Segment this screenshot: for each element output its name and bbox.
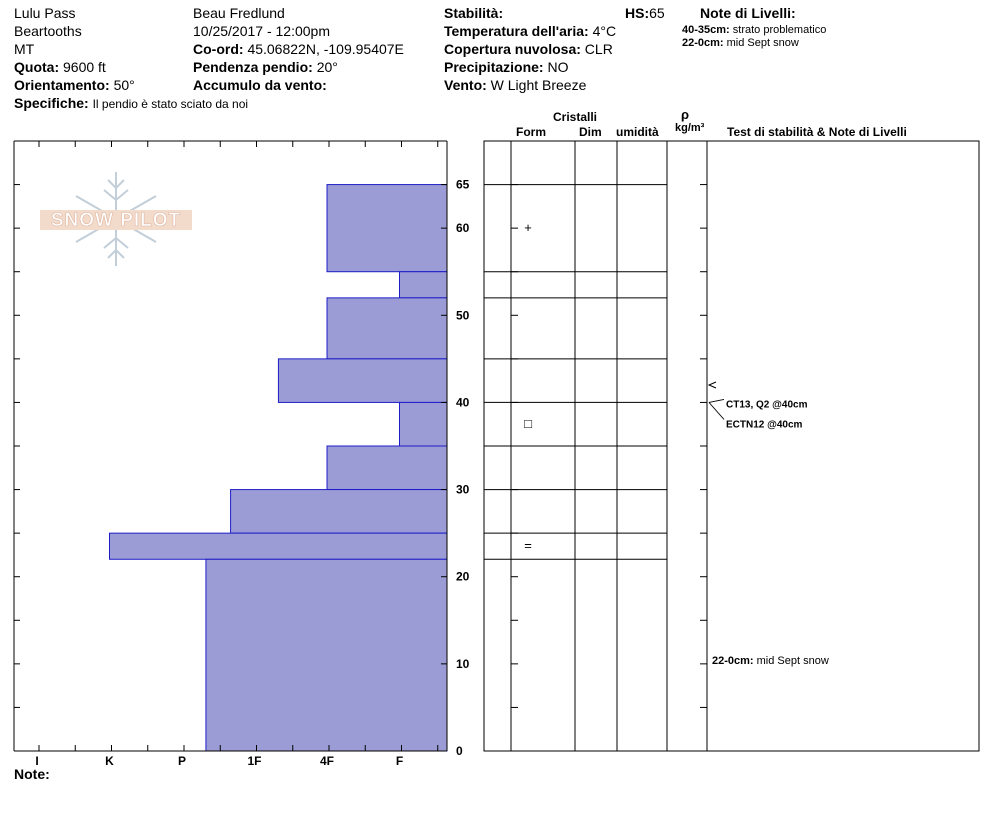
moisture-header: umidità bbox=[616, 125, 659, 139]
elevation-label: Quota: bbox=[14, 59, 60, 75]
cloud-value: CLR bbox=[584, 41, 613, 57]
test-pointer bbox=[709, 399, 724, 402]
wind-value: W Light Breeze bbox=[490, 77, 587, 93]
rho-header: ρ bbox=[681, 107, 690, 122]
depth-label: 60 bbox=[456, 221, 470, 236]
hardness-bar bbox=[231, 490, 447, 534]
depth-label: 65 bbox=[456, 177, 470, 192]
note-label: Note: bbox=[14, 766, 50, 782]
hardness-bar bbox=[400, 272, 448, 298]
layer-note-1-text: strato problematico bbox=[732, 24, 827, 36]
layer-note-label bbox=[712, 655, 829, 667]
specifics-label: Specifiche: bbox=[14, 95, 89, 111]
cloud-label: Copertura nuvolosa: bbox=[444, 41, 581, 57]
slope-label: Pendenza pendio: bbox=[193, 59, 313, 75]
hardness-label: F bbox=[395, 754, 404, 768]
hardness-label: K bbox=[105, 754, 114, 768]
hardness-label: 1F bbox=[247, 754, 262, 768]
depth-label: 30 bbox=[456, 482, 470, 497]
stability-label: Stabilità: bbox=[444, 5, 504, 21]
stability-test-label: ECTN12 @40cm bbox=[726, 419, 803, 431]
dim-header: Dim bbox=[579, 125, 602, 139]
slope-value: 20° bbox=[316, 59, 338, 75]
layer-note-2-text: mid Sept snow bbox=[726, 37, 799, 49]
depth-label: 10 bbox=[456, 656, 470, 671]
stability-test-label: CT13, Q2 @40cm bbox=[726, 399, 808, 411]
density-unit-header: kg/m³ bbox=[675, 122, 705, 134]
hardness-label: I bbox=[35, 754, 39, 768]
grain-form-symbol: □ bbox=[524, 416, 532, 432]
depth-label: 20 bbox=[456, 569, 470, 584]
hs-label: HS: bbox=[625, 5, 650, 21]
air-temp-label: Temperatura dell'aria: bbox=[444, 23, 589, 39]
air-temp-value: 4°C bbox=[592, 23, 617, 39]
hardness-bar bbox=[327, 298, 447, 359]
wind-loading-label: Accumulo da vento: bbox=[193, 77, 327, 93]
depth-label: 0 bbox=[456, 744, 463, 758]
aspect-value: 50° bbox=[113, 77, 135, 93]
datetime: 10/25/2017 - 12:00pm bbox=[193, 23, 330, 39]
observer: Beau Fredlund bbox=[193, 5, 285, 21]
layer-note-range: 22-0cm: bbox=[712, 654, 757, 667]
hardness-profile bbox=[110, 185, 448, 751]
hardness-bar bbox=[110, 533, 448, 559]
depth-label: 40 bbox=[456, 395, 470, 410]
hardness-bar bbox=[278, 359, 447, 403]
hardness-bar bbox=[400, 402, 448, 446]
location: Lulu Pass bbox=[14, 5, 76, 21]
logo-text: SNOW PILOT bbox=[50, 210, 182, 231]
grain-form-symbol: = bbox=[524, 538, 532, 554]
crystals-header: Cristalli bbox=[553, 110, 598, 124]
layer-table bbox=[484, 141, 979, 751]
tests-header: Test di stabilità & Note di Livelli bbox=[727, 125, 907, 139]
precip-label: Precipitazione: bbox=[444, 59, 544, 75]
test-pointer bbox=[709, 402, 724, 419]
hs-value: 65 bbox=[649, 5, 665, 21]
coords-label: Co-ord: bbox=[193, 41, 244, 57]
coords-value: 45.06822N, -109.95407E bbox=[247, 41, 404, 57]
hardness-bar bbox=[206, 559, 447, 751]
layer-note-text: mid Sept snow bbox=[756, 654, 829, 667]
hardness-bar bbox=[327, 185, 447, 272]
layer-note-2-range: 22-0cm: bbox=[682, 37, 724, 49]
layer-note-1-range: 40-35cm: bbox=[682, 24, 730, 36]
precip-value: NO bbox=[547, 59, 569, 75]
state: MT bbox=[14, 41, 35, 57]
depth-label: 50 bbox=[456, 308, 470, 323]
snow-pilot-logo bbox=[40, 172, 192, 266]
hardness-label: P bbox=[177, 754, 187, 768]
specifics-value: Il pendio è stato sciato da noi bbox=[92, 97, 249, 111]
elevation-value: 9600 ft bbox=[63, 59, 106, 75]
form-header: Form bbox=[516, 125, 546, 139]
test-arrow-icon bbox=[709, 382, 716, 388]
wind-label: Vento: bbox=[444, 77, 487, 93]
hardness-bar bbox=[327, 446, 447, 490]
range: Beartooths bbox=[14, 23, 82, 39]
layer-notes-title: Note di Livelli: bbox=[700, 5, 796, 21]
aspect-label: Orientamento: bbox=[14, 77, 110, 93]
grain-form-symbol: + bbox=[524, 220, 532, 236]
hardness-label: 4F bbox=[319, 754, 335, 768]
